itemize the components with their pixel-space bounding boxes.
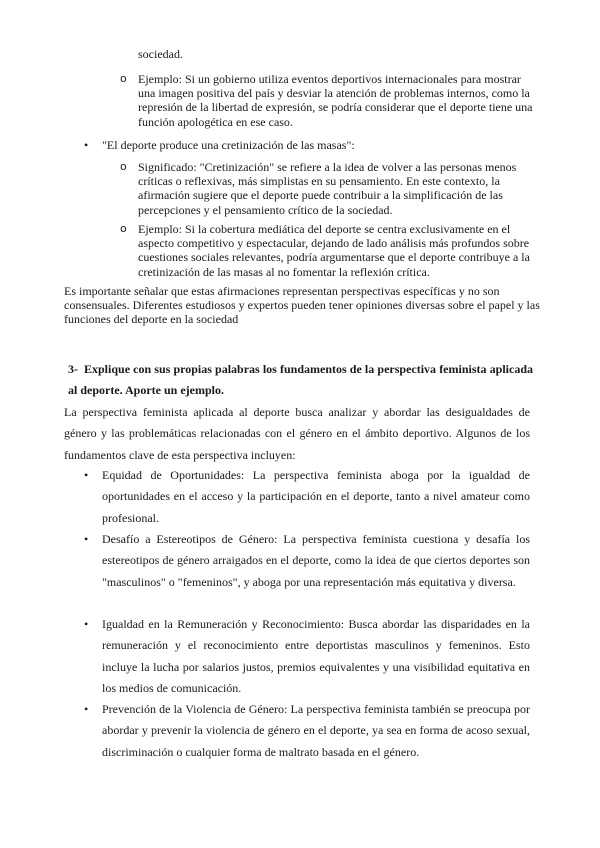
bullet-marker: • (84, 532, 89, 546)
meaning-text: Significado: "Cretinización" se refiere a la idea de volver a las personas menos críticas o reflexivas, más simplistas en su pensamiento. En este contexto, la afirmación sugiere que el deporte puede contribuir a la simplificación de las percepciones y el pensamiento crítico de la sociedad. (138, 160, 517, 217)
closing-paragraph: Es importante señalar que estas afirmaciones representan perspectivas específicas y no son consensuales. Diferentes estudiosos y expertos pueden tener opiniones diversas sobre el papel y las funciones del deporte en la sociedad (64, 284, 540, 327)
fundamento-item (84, 529, 530, 593)
sub-list-item-meaning (120, 160, 540, 217)
fundamento-text: Igualdad en la Remuneración y Reconocimiento: Busca abordar las disparidades en la remuneración y el reconocimiento entre deportistas masculinos y femeninos. Esto incluye la lucha por salarios justos, premios equivalentes y una visibilidad equitativa en los medios de comunicación. (102, 617, 530, 695)
question-3-heading (68, 359, 533, 401)
bullet-quote-text: "El deporte produce una cretinización de las masas": (102, 138, 355, 152)
question-number: 3- (68, 362, 78, 376)
bullet-marker: • (84, 617, 89, 631)
intro-paragraph: La perspectiva feminista aplicada al deporte busca analizar y abordar las desigualdades de género y las problemáticas relacionadas con el género en el ámbito deportivo. Algunos de los fundamentos clave de esta perspectiva incluyen: (64, 405, 530, 462)
sub-list-item-example-1 (120, 72, 540, 129)
continued-text: sociedad. (138, 47, 183, 61)
example-2-text: Ejemplo: Si la cobertura mediática del deporte se centra exclusivamente en el aspecto competitivo y espectacular, dejando de lado análisis más profundos sobre cuestiones sociales relevantes, podría argumentarse que el deporte contribuye a la cretinización de las masas al no fomentar la reflexión crítica. (138, 222, 530, 279)
bullet-marker: • (84, 138, 89, 152)
fundamento-text: Desafío a Estereotipos de Género: La perspectiva feminista cuestiona y desafía los estereotipos de género arraigados en el deporte, como la idea de que ciertos deportes son "masculinos" o "femeninos", y aboga por una representación más equitativa y diversa. (102, 532, 530, 589)
sub-bullet-marker: o (120, 72, 127, 85)
sub-bullet-marker: o (120, 222, 127, 235)
bullet-marker: • (84, 702, 89, 716)
fundamento-text: Equidad de Oportunidades: La perspectiva feminista aboga por la igualdad de oportunidades en el acceso y la participación en el deporte, tanto a nivel amateur como profesional. (102, 468, 530, 525)
fundamento-text: Prevención de la Violencia de Género: La perspectiva feminista también se preocupa por abordar y prevenir la violencia de género en el deporte, ya sea en forma de acoso sexual, discriminación o cualquier forma de maltrato basada en el género. (102, 702, 530, 759)
sub-list-item-example-2 (120, 222, 540, 279)
sub-bullet-marker: o (120, 160, 127, 173)
bullet-item-cretinizacion (84, 138, 542, 152)
question-text: Explique con sus propias palabras los fundamentos de la perspectiva feminista aplicada al deporte. Aporte un ejemplo. (68, 362, 533, 397)
example-1-text: Ejemplo: Si un gobierno utiliza eventos deportivos internacionales para mostrar una imagen positiva del país y desviar la atención de problemas internos, como la represión de la libertad de expresión, se podría considerar que el deporte tiene una función apologética en ese caso. (138, 72, 533, 129)
fundamento-item (84, 614, 530, 699)
fundamento-item (84, 465, 530, 529)
bullet-marker: • (84, 468, 89, 482)
fundamento-item (84, 699, 530, 763)
